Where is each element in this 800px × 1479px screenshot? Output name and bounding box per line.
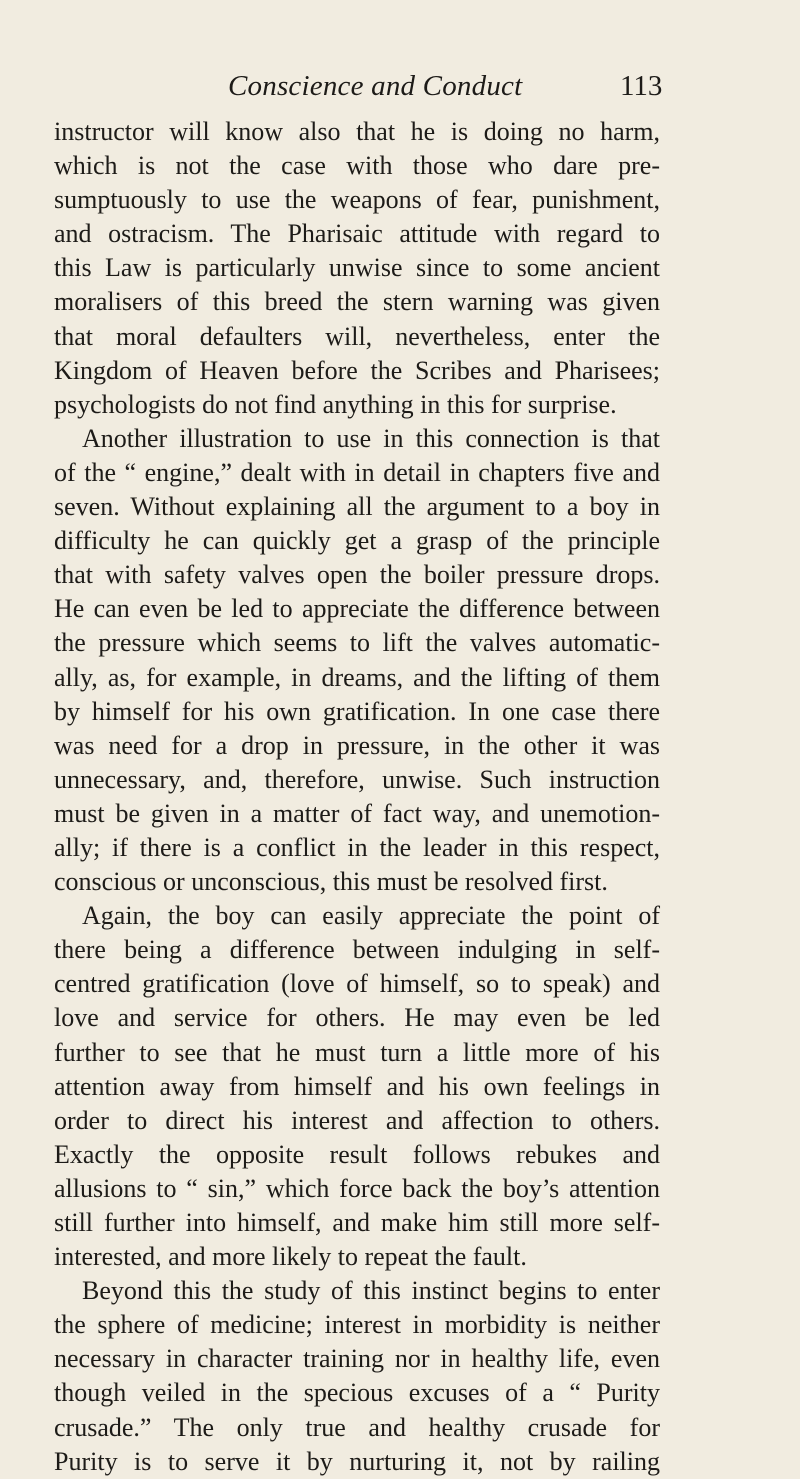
text-line: must be given in a matter of fact way, and unemotion- <box>54 798 660 828</box>
text-line: Another illustration to use in this connection is that <box>82 423 660 453</box>
text-line: order to direct his interest and affection to others. <box>54 1105 660 1135</box>
page-header <box>0 66 800 106</box>
body-text <box>54 115 660 1479</box>
text-line: which is not the case with those who dare pre- <box>54 151 660 181</box>
text-line: He can even be led to appreciate the difference between <box>54 594 660 624</box>
text-line: Kingdom of Heaven before the Scribes and Pharisees; <box>54 355 660 385</box>
text-line: unnecessary, and, therefore, unwise. Such instruction <box>54 764 660 794</box>
text-line: Exactly the opposite result follows rebukes and <box>54 1139 660 1169</box>
text-line: was need for a drop in pressure, in the other it was <box>54 730 660 760</box>
text-line: that with safety valves open the boiler pressure drops. <box>54 560 660 590</box>
text-line: that moral defaulters will, nevertheless, enter the <box>54 321 660 351</box>
text-line: interested, and more likely to repeat the fault. <box>54 1242 527 1272</box>
text-line: Purity is to serve it by nurturing it, not by railing <box>54 1446 660 1476</box>
text-line: this Law is particularly unwise since to some ancient <box>54 253 660 283</box>
text-line: ally, as, for example, in dreams, and the lifting of them <box>54 662 660 692</box>
text-line: though veiled in the specious excuses of a “ Purity <box>54 1378 660 1408</box>
text-line: the pressure which seems to lift the valves automatic- <box>54 628 660 658</box>
text-line: centred gratification (love of himself, so to speak) and <box>54 969 660 999</box>
text-line: by himself for his own gratification. In one case there <box>54 696 660 726</box>
text-line: further to see that he must turn a little more of his <box>54 1037 660 1067</box>
text-line: crusade.” The only true and healthy crusade for <box>54 1412 660 1442</box>
text-line: the sphere of medicine; interest in morbidity is neither <box>54 1310 660 1340</box>
running-title: Conscience and Conduct <box>228 70 523 102</box>
text-line: there being a difference between indulging in self- <box>54 935 660 965</box>
text-line: still further into himself, and make him still more self- <box>54 1208 660 1237</box>
text-line: Again, the boy can easily appreciate the point of <box>82 901 660 931</box>
page-number: 113 <box>620 70 663 102</box>
text-line: psychologists do not find anything in this for surprise. <box>54 389 617 419</box>
text-line: difficulty he can quickly get a grasp of the principle <box>54 526 660 556</box>
text-line: Beyond this the study of this instinct begins to enter <box>82 1276 660 1306</box>
text-line: allusions to “ sin,” which force back the boy’s attention <box>54 1173 660 1203</box>
text-line: ally; if there is a conflict in the leader in this respect, <box>54 832 660 862</box>
text-line: conscious or unconscious, this must be resolved first. <box>54 867 608 897</box>
text-line: and ostracism. The Pharisaic attitude with regard to <box>54 219 660 249</box>
text-line: necessary in character training nor in healthy life, even <box>54 1344 660 1374</box>
text-line: love and service for others. He may even be led <box>54 1003 660 1033</box>
text-line: instructor will know also that he is doing no harm, <box>54 117 660 146</box>
text-line: of the “ engine,” dealt with in detail in chapters five and <box>54 457 660 487</box>
text-line: attention away from himself and his own feelings in <box>54 1071 660 1101</box>
text-line: moralisers of this breed the stern warning was given <box>54 287 660 317</box>
text-line: sumptuously to use the weapons of fear, punishment, <box>54 185 660 215</box>
text-line: seven. Without explaining all the argument to a boy in <box>54 492 660 522</box>
